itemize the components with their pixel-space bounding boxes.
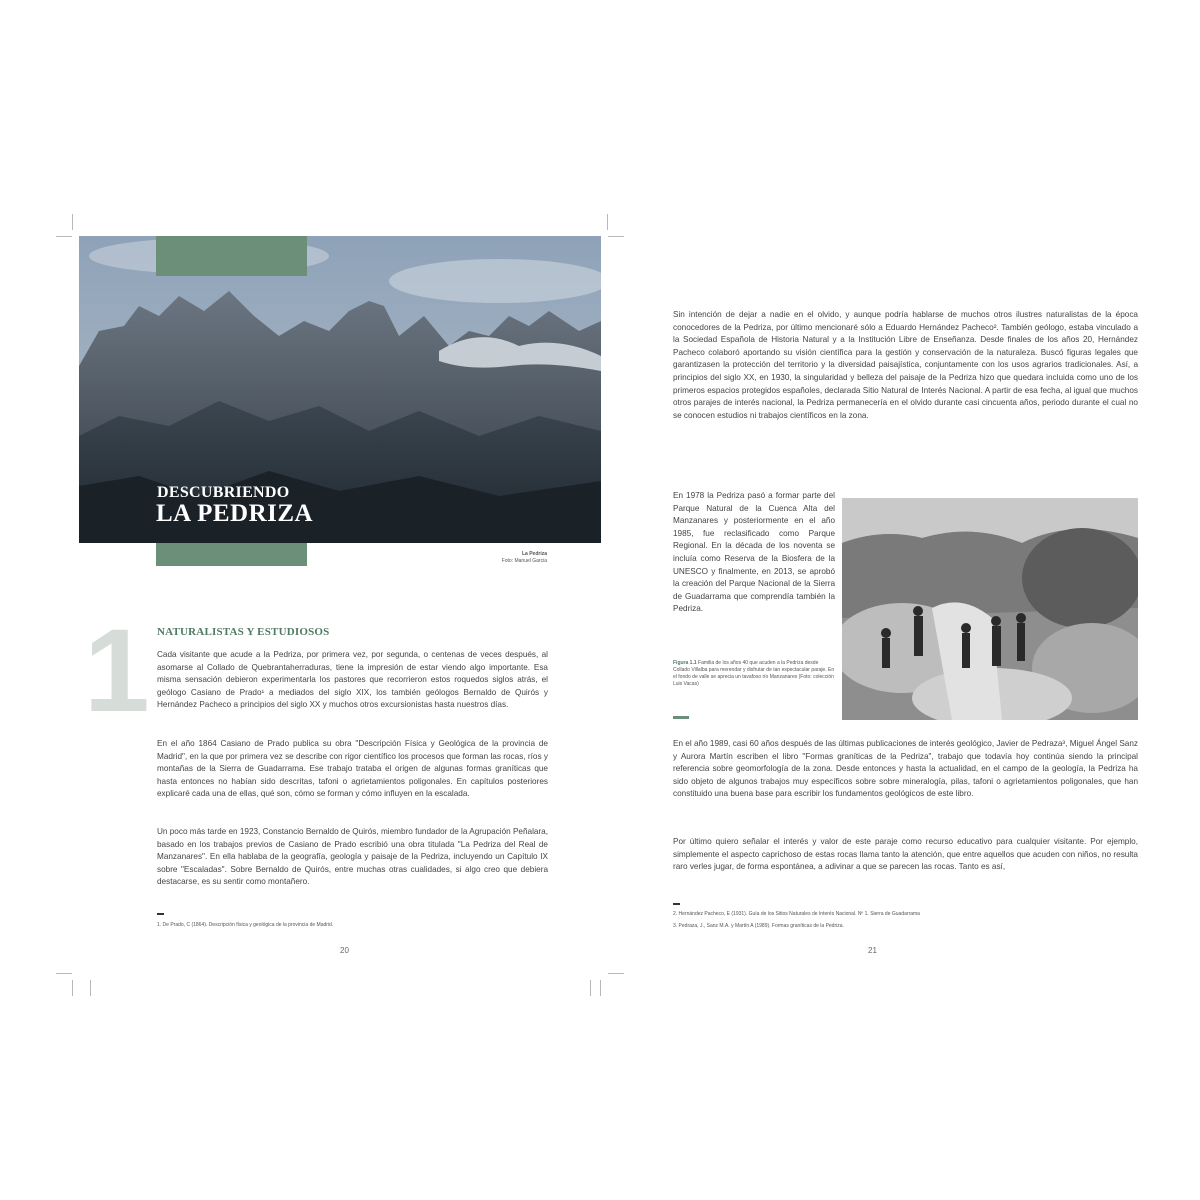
page-number: 21 xyxy=(868,946,877,955)
body-paragraph: Cada visitante que acude a la Pedriza, por primera vez, por segunda, o centenas de veces después, al asomarse al Collado de Quebrantaherraduras, tiene la impresión de estar viendo algo importante. Esa misma sensación debieron experimentarla los pastores que recorrieron estos roquedos siglos atrás, el geólogo Casiano de Prado¹ a mediados del siglo XIX, los también geólogos Bernaldo de Quirós y Hernández Pacheco a principios del siglo XX y muchos otros excursionistas hasta nuestros días. xyxy=(157,650,548,710)
body-paragraph: En el año 1864 Casiano de Prado publica su obra "Descripción Física y Geológica de la provincia de Madrid", en la que por primera vez se describe con rigor científico los procesos que forman las rocas, ríos y montañas de la Sierra de Guadarrama. Ese trabajo trataba el origen de algunas formas graníticas que hasta entonces no habían sido descritas, tafoni o agrietamientos poligonales. En capítulos posteriores explicaré cada una de ellas, qué son, cómo se forman y cómo influyen en la escalada. xyxy=(157,739,548,799)
hero-bottom-accent-bar xyxy=(156,543,307,566)
crop-mark xyxy=(56,973,72,974)
photo-caption xyxy=(440,551,547,565)
historic-photo xyxy=(842,498,1138,720)
hero-title-small: DESCUBRIENDO xyxy=(157,484,290,501)
crop-mark xyxy=(90,980,91,996)
photo-caption-title: La Pedriza xyxy=(521,551,547,557)
figure-caption xyxy=(673,660,835,688)
crop-mark xyxy=(600,980,601,996)
footnote: 2. Hernández Pacheco, E (1931). Guía de los Sitios Naturales de Interés Nacional. Nº 1. Sierra de Guadarrama xyxy=(673,911,920,917)
hero-title: LA PEDRIZA xyxy=(156,500,314,527)
body-paragraph: En 1978 la Pedriza pasó a formar parte del Parque Natural de la Cuenca Alta del Manzanares y posteriormente en el año 1985, fue reclasificado como Parque Regional. En la década de los noventa se incluía como Reserva de la Biosfera de la UNESCO y finalmente, en 2013, se aprobó la creación del Parque Nacional de la Sierra de Guadarrama que comprendía también la Pedriza. xyxy=(673,491,835,614)
photo-caption-credit: Foto: Manuel Garcia xyxy=(501,558,547,564)
crop-mark xyxy=(607,214,608,230)
footnote-rule xyxy=(157,913,164,915)
footnote: 1. De Prado, C (1864). Descripción física y geológica de la provincia de Madrid. xyxy=(157,922,334,928)
footnote-rule xyxy=(673,903,680,905)
crop-mark xyxy=(72,980,73,996)
page-number: 20 xyxy=(340,946,349,955)
historic-photo-illustration xyxy=(842,498,1138,720)
chapter-number: 1 xyxy=(84,605,150,737)
crop-mark xyxy=(72,214,73,230)
body-paragraph: Sin intención de dejar a nadie en el olvido, y aunque podría hablarse de muchos otros ilustres naturalistas de la época conocedores de la Pedriza, por último mencionaré sólo a Eduardo Hernández Pacheco². También geólogo, estaba vinculado a la Sociedad Española de Historia Natural y a la Institución Libre de Enseñanza. Desde finales de los años 20, Hernández Pacheco colaboró aportando su visión científica para la gestión y conservación de la naturaleza. Buscó figuras legales que garantizasen la protección del territorio y la diversidad paisajística, conjuntamente con los usos agrarios tradicionales. Así, a principios del siglo XX, en 1930, la singularidad y belleza del paisaje de la Pedriza hizo que quedara incluida como uno de los primeros espacios protegidos españoles, declarada Sitio Natural de Interés Nacional. A partir de esa fecha, al igual que muchos otros parajes de interés nacional, la Pedriza permanecería en el olvido durante casi cincuenta años, periodo durante el cual no se conocen estudios ni trabajos científicos en la zona. xyxy=(673,310,1138,420)
crop-mark xyxy=(590,980,591,996)
crop-mark xyxy=(608,236,624,237)
crop-mark xyxy=(608,973,624,974)
figure-caption-text: Familia de los años 40 que acuden a la Pedriza desde Collado Villalba para merendar y disfrutar de tan espectacular paraje. En el fondo de valle se aprecia un tavafoso río Manzanares (Foto: colección Luis Vacas) xyxy=(673,660,835,687)
hero-top-accent-bar xyxy=(156,236,307,276)
body-paragraph: En el año 1989, casi 60 años después de las últimas publicaciones de interés geológico, Javier de Pedraza³, Miguel Ángel Sanz y Aurora Martín escriben el libro "Formas graníticas de la Pedriza", trabajo que todavía hoy continúa siendo la principal referencia sobre geomorfología de la zona. Desde entonces y hasta la actualidad, en el campo de la geología, la Pedriza ha sido objeto de algunos trabajos muy específicos sobre sobre mineralogía, pilas, tafoni o agrietamientos poligonales, que han constituido una buena base para escribir los fundamentos geológicos de este libro. xyxy=(673,739,1138,799)
section-title: NATURALISTAS Y ESTUDIOSOS xyxy=(157,626,330,638)
crop-mark xyxy=(56,236,72,237)
body-paragraph: Un poco más tarde en 1923, Constancio Bernaldo de Quirós, miembro fundador de la Agrupación Peñalara, basado en los trabajos previos de Casiano de Prado escribió una obra titulada "La Pedriza del Real de Manzanares". En ella hablaba de la geografía, geología y paisaje de la Pedriza, incluyendo un Capítulo IX sobre "Escaladas". Sobre Bernaldo de Quirós, entre muchas otras cualidades, si algo creo que debiera destacarse, es su sentir como montañero. xyxy=(157,827,548,887)
body-paragraph: Por último quiero señalar el interés y valor de este paraje como recurso educativo para cualquier visitante. Por ejemplo, simplemente el aspecto caprichoso de estas rocas llama tanto la atención, que entre aquellos que acuden con niños, no resulta raro verles jugar, de forma espontánea, a adivinar a que se parecen las rocas. Tanto es así, xyxy=(673,837,1138,872)
footnote: 3. Pedraza, J., Sanz M.A. y Martín A (1989). Formas graníticas de la Pedriza. xyxy=(673,923,844,929)
figure-accent-rule xyxy=(673,716,689,719)
figure-label: Figura 1.1 xyxy=(673,660,697,666)
